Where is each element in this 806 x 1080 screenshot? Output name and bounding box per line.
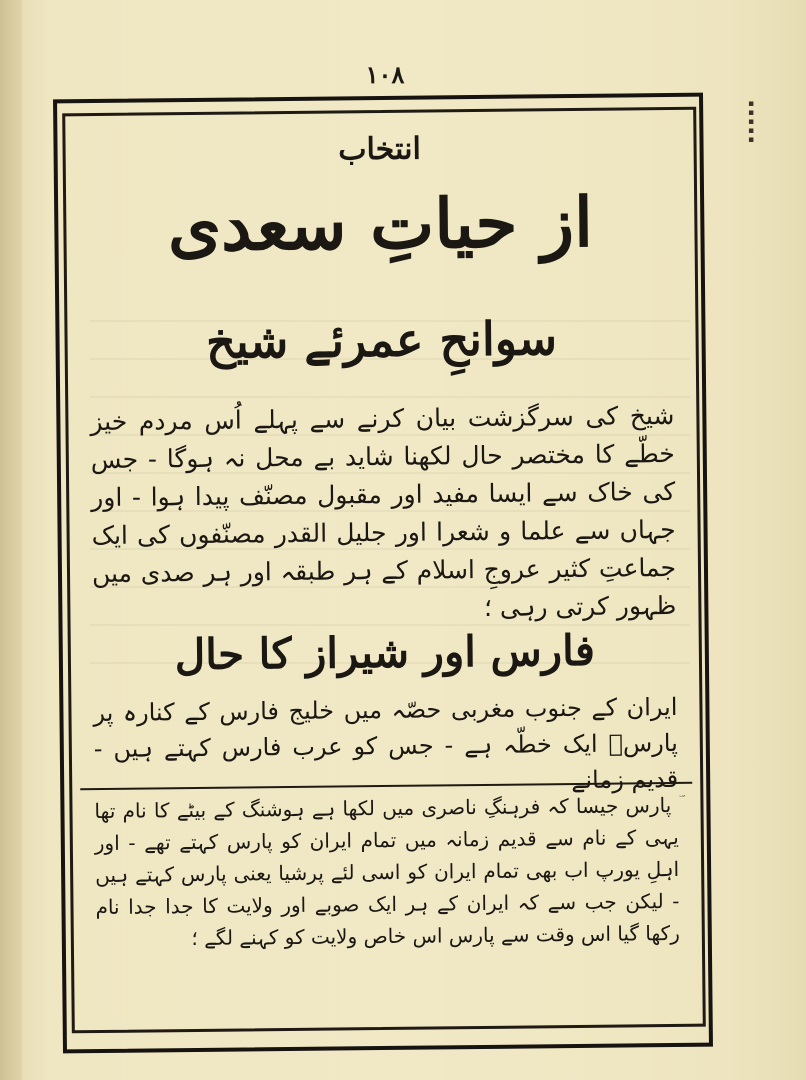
page-binding-edge: [0, 0, 22, 1080]
footnote: ؔ پارس جیسا کہ فرہنگِ ناصری میں لکھا ہے ہوشنگ کے بیٹے کا نام تھا یہی کے نام سے قدیم زمانہ میں تمام ایران کو پارس کہتے تھے - اور اہلِ یورپ اب بھی تمام ایران کو اسی لئے پرشیا یعنی پارس کہتے ہیں - لیکن جب سے کہ ایران کے ہر ایک صوبے اور ولایت کا جدا جدا نام رکھا گیا اس وقت سے پارس اس خاص ولایت کو کہنے لگے ؛: [94, 792, 680, 951]
page-content: [73, 119, 694, 1025]
paragraph-fars: ایران کے جنوب مغربی حصّہ میں خلیج فارس کے کنارہ پر پارسؔ ایک خطّہ ہے - جس کو عرب فارس کہتے ہیں - قدیم زمانے: [93, 692, 679, 795]
heading-intikhab: انتخاب: [338, 131, 422, 168]
section-heading: فارس اور شیراز کا حال: [174, 625, 596, 680]
page-number: ۱۰۸: [365, 60, 405, 89]
paragraph-intro: شیخ کی سرگزشت بیان کرنے سے پہلے اُس مردم خیز خطّے کا مختصر حال لکھنا شاید بے محل نہ ہوگا - جس کی خاک سے ایسا مفید اور مقبول مصنّف پیدا ہوا - اور جہاں سے علما و شعرا اور جلیل القدر مصنّفوں کی ایک جماعتِ کثیر عروجِ اسلام کے ہر طبقہ اور ہر صدی میں ظہور کرتی رہی ؛: [90, 400, 677, 622]
page-title: از حیاتِ سعدی: [167, 182, 594, 268]
subtitle: سوانحِ عمرئے شیخ: [205, 311, 558, 369]
margin-mark: ▪ ▪ ▪ ▪ ▪: [748, 99, 755, 145]
